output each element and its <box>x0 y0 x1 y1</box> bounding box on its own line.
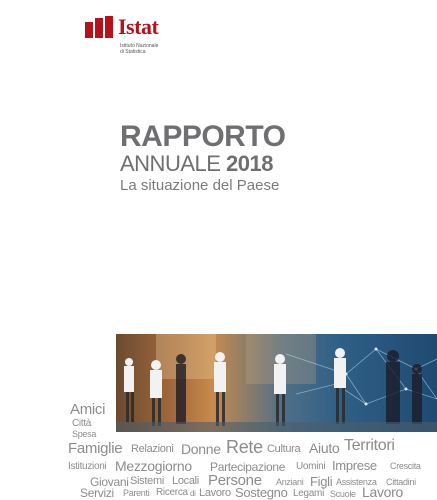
report-title-block <box>120 122 285 195</box>
cloud-word: di <box>190 489 196 498</box>
report-title-annuale: ANNUALE <box>120 151 221 176</box>
cloud-word: Cittadini <box>386 477 416 487</box>
cloud-word: Aiuto <box>309 440 340 456</box>
cloud-word: Partecipazione <box>210 460 286 474</box>
cloud-word: Crescita <box>390 461 421 471</box>
cloud-word: Imprese <box>332 458 377 473</box>
cloud-word: Locali <box>172 475 199 487</box>
report-subtitle: La situazione del Paese <box>120 177 280 194</box>
brand-subtitle <box>120 43 180 55</box>
cloud-word: Donne <box>181 441 221 457</box>
cloud-word: Scuole <box>330 489 356 499</box>
cloud-word: Giovani <box>90 475 129 489</box>
cloud-word: Lavoro <box>362 484 404 500</box>
cloud-word: Spesa <box>72 429 97 439</box>
cloud-word: Legami <box>293 488 324 499</box>
cloud-word: Anziani <box>276 477 304 487</box>
cloud-word: Relazioni <box>131 443 174 455</box>
report-year: 2018 <box>226 151 273 176</box>
cloud-word: Istituzioni <box>68 461 107 472</box>
brand-name: Istat <box>118 14 159 39</box>
cloud-word: Lavoro <box>199 487 231 499</box>
cloud-word: Mezzogiorno <box>115 458 192 474</box>
cloud-word: Territori <box>344 437 395 454</box>
report-title: RAPPORTO <box>120 120 286 153</box>
brand-subtitle-line-1: Istituto Nazionale <box>120 43 159 49</box>
cloud-word: Cultura <box>267 443 301 455</box>
cloud-word: Ricerca <box>156 487 188 498</box>
cloud-word: Assistenza <box>336 477 377 487</box>
cloud-word: Persone <box>208 472 262 489</box>
report-title-line-2 <box>120 152 285 176</box>
cloud-word: Città <box>72 418 92 429</box>
cloud-word: Sistemi <box>130 475 164 487</box>
cloud-word: Rete <box>226 437 263 457</box>
keyword-cloud <box>68 398 437 500</box>
cloud-word: Amici <box>70 401 106 418</box>
cloud-word: Parenti <box>123 488 150 498</box>
cloud-word: Sostegno <box>235 485 288 500</box>
cloud-word: Famiglie <box>68 440 123 457</box>
cloud-word: Uomini <box>296 461 326 472</box>
istat-logo-mark-icon <box>85 16 115 38</box>
brand-subtitle-line-2: di Statistica <box>120 49 146 55</box>
cloud-word: Figli <box>310 474 333 489</box>
cloud-word: Servizi <box>80 486 114 500</box>
